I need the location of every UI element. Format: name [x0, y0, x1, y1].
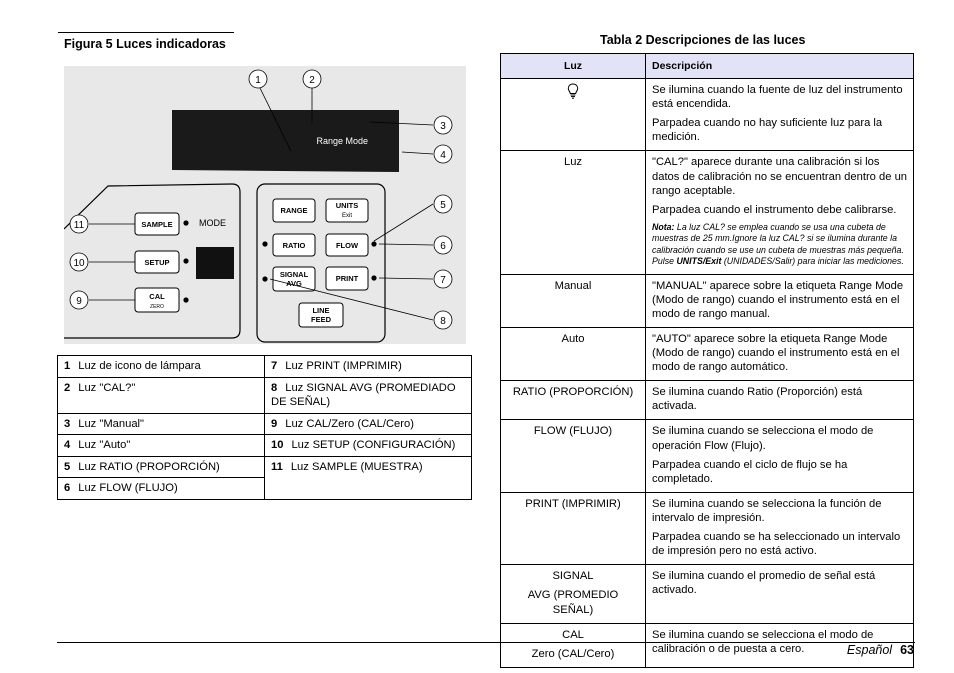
ratio-button-label: RATIO — [282, 241, 306, 250]
ratio-led — [262, 241, 267, 246]
sample-button-label: SAMPLE — [141, 220, 173, 229]
callout-11-label: 11 — [73, 220, 85, 231]
description-cell: "MANUAL" aparece sobre la etiqueta Range Mode (Modo de rango) cuando el instrumento está en el modo de rango manual. — [646, 274, 914, 327]
callout-8-label: 8 — [440, 316, 446, 327]
table-row — [501, 420, 914, 492]
legend-row — [58, 413, 472, 435]
light-cell: CAL Zero (CAL/Cero) — [501, 623, 646, 667]
figure-legend-table — [57, 355, 472, 500]
cal-button-label: CAL — [149, 292, 165, 301]
description-cell: Se ilumina cuando el promedio de señal está activado. — [646, 565, 914, 623]
table-row — [501, 381, 914, 420]
header-light: Luz — [501, 54, 646, 79]
footer-rule — [57, 642, 915, 643]
print-led — [371, 275, 376, 280]
indicator-panel-figure — [64, 66, 466, 344]
table-row — [501, 274, 914, 327]
table-row — [501, 492, 914, 564]
lamp-icon — [567, 83, 579, 99]
description-cell: Se ilumina cuando Ratio (Proporción) está activada. — [646, 381, 914, 420]
avg-button-label: AVG — [286, 279, 302, 288]
description-cell: Se ilumina cuando se selecciona el modo de operación Flow (Flujo). Parpadea cuando el ciclo de flujo se ha completado. — [646, 420, 914, 492]
legend-cell: 10 Luz SETUP (CONFIGURACIÓN) — [265, 435, 472, 457]
cal-zero-led — [183, 297, 188, 302]
setup-led — [183, 258, 188, 263]
description-cell: Se ilumina cuando la fuente de luz del instrumento está encendida. Parpadea cuando no hay suficiente luz para la medición. — [646, 79, 914, 151]
legend-cell: 6 Luz FLOW (FLUJO) — [58, 478, 265, 500]
callout-3-label: 3 — [440, 121, 446, 132]
light-cell: Luz — [501, 151, 646, 274]
legend-cell: 3 Luz "Manual" — [58, 413, 265, 435]
exit-button-label: Exit — [341, 213, 353, 219]
legend-cell: 2 Luz "CAL?" — [58, 377, 265, 413]
legend-cell: 9 Luz CAL/Zero (CAL/Cero) — [265, 413, 472, 435]
light-cell: SIGNAL AVG (PROMEDIO SEÑAL) — [501, 565, 646, 623]
light-cell: PRINT (IMPRIMIR) — [501, 492, 646, 564]
callout-5-label: 5 — [440, 200, 446, 211]
page-footer — [847, 643, 914, 657]
table-row — [501, 79, 914, 151]
light-cell: Manual — [501, 274, 646, 327]
callout-4-label: 4 — [440, 150, 446, 161]
units-button-label: UNITS — [335, 201, 359, 210]
print-button-label: PRINT — [335, 274, 359, 283]
legend-row — [58, 377, 472, 413]
table-row — [501, 565, 914, 623]
footer-language: Español — [846, 643, 893, 657]
description-cell: Se ilumina cuando se selecciona la función de intervalo de impresión. Parpadea cuando se ha seleccionado un intervalo de impresión pero no está activo. — [646, 492, 914, 564]
lamp-cell — [501, 79, 646, 151]
callout-7-label: 7 — [440, 275, 446, 286]
legend-cell: 11 Luz SAMPLE (MUESTRA) — [265, 456, 472, 499]
figure-title: Figura 5 Luces indicadoras — [64, 37, 226, 51]
note: Nota: La luz CAL? se emplea cuando se usa una cubeta de muestras de 25 mm.Ignore la luz CAL? si se ilumina durante la calibración cuando se use un cubeta de muestras más pequeña. Pulse UNITS/Exit (UNIDADES/Salir) para iniciar las mediciones. — [652, 221, 904, 267]
callout-2-label: 2 — [309, 75, 315, 86]
range-mode-label: Range Mode — [316, 136, 368, 146]
sample-led — [183, 220, 188, 225]
callout-10-label: 10 — [73, 258, 85, 269]
legend-cell: 4 Luz "Auto" — [58, 435, 265, 457]
zero-button-label: ZERO — [150, 304, 164, 310]
table-row — [501, 327, 914, 380]
description-cell: "CAL?" aparece durante una calibración si los datos de calibración no se encuentran dentro de un rango aceptable. Parpadea cuando el instrumento debe calibrarse. Nota: La luz CAL? se emplea cuando se usa una cubeta de muestras de 25 mm.Ignore la luz CAL? si se ilumina durante la calibración cuando se use un cubeta de muestras más pequeña. Pulse UNITS/Exit (UNIDADES/Salir) para iniciar las mediciones. — [646, 151, 914, 274]
mode-display — [196, 247, 234, 279]
table-title: Tabla 2 Descripciones de las luces — [600, 33, 806, 47]
table-row — [501, 151, 914, 274]
signal-button-label: SIGNAL — [279, 270, 309, 279]
mode-label: MODE — [199, 218, 226, 228]
legend-cell: 5 Luz RATIO (PROPORCIÓN) — [58, 456, 265, 478]
header-description: Descripción — [646, 54, 914, 79]
description-cell: Se ilumina cuando se selecciona el modo de calibración o de puesta a cero. — [646, 623, 914, 667]
flow-led — [371, 241, 376, 246]
description-cell: "AUTO" aparece sobre la etiqueta Range Mode (Modo de rango) cuando el instrumento está en el modo de rango automático. — [646, 327, 914, 380]
callout-6-label: 6 — [440, 241, 446, 252]
light-cell: RATIO (PROPORCIÓN) — [501, 381, 646, 420]
callout-9-label: 9 — [76, 296, 82, 307]
signal-avg-led — [262, 276, 267, 281]
legend-row — [58, 456, 472, 478]
flow-button-label: FLOW — [335, 241, 359, 250]
light-cell: Auto — [501, 327, 646, 380]
setup-button-label: SETUP — [144, 258, 170, 267]
callout-1-label: 1 — [255, 75, 261, 86]
light-cell: FLOW (FLUJO) — [501, 420, 646, 492]
range-button-label: RANGE — [280, 206, 308, 215]
legend-cell: 7 Luz PRINT (IMPRIMIR) — [265, 356, 472, 378]
feed-button-label: FEED — [310, 315, 332, 324]
legend-row — [58, 435, 472, 457]
table-header-row — [501, 54, 914, 79]
line-button-label: LINE — [312, 306, 330, 315]
legend-row — [58, 356, 472, 378]
page-number: 63 — [900, 643, 914, 657]
figure-title-rule — [58, 32, 234, 33]
light-descriptions-table — [500, 53, 914, 668]
legend-cell: 8 Luz SIGNAL AVG (PROMEDIADO DE SEÑAL) — [265, 377, 472, 413]
legend-cell: 1 Luz de icono de lámpara — [58, 356, 265, 378]
